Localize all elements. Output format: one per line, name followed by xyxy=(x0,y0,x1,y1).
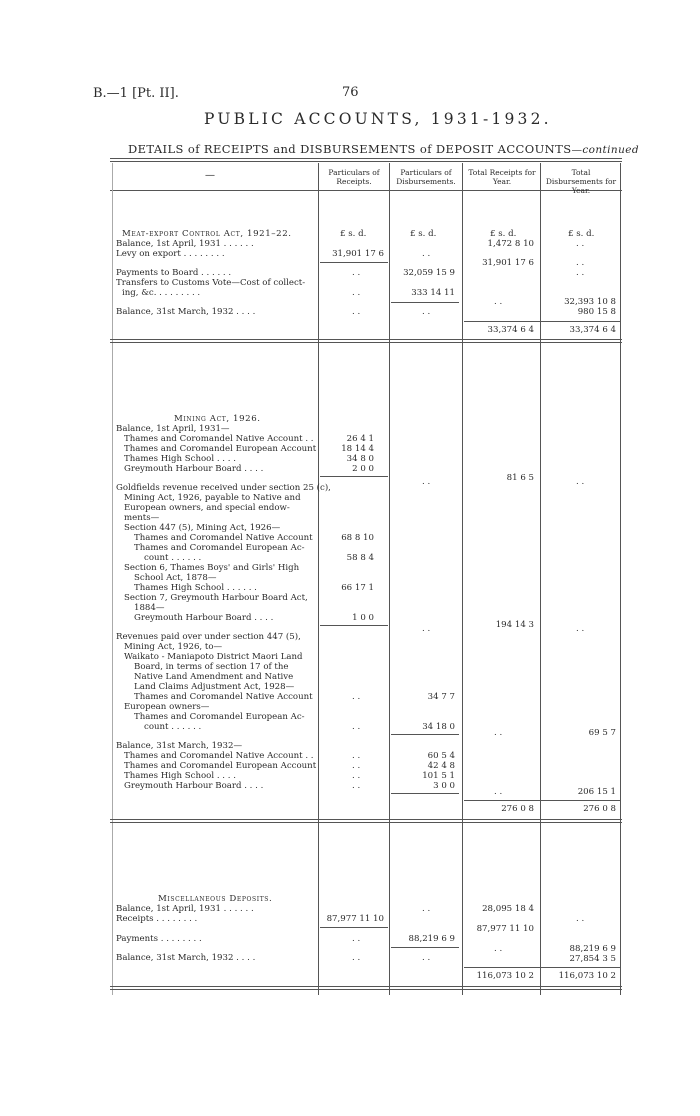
mining-line: Balance, 31st March, 1932— xyxy=(116,741,243,751)
table-bottom-rule xyxy=(110,986,622,990)
meat-totals-rule xyxy=(464,321,620,322)
leader: . . xyxy=(576,268,585,278)
mining-line: European owners, and special endow- xyxy=(124,503,290,513)
page-title: PUBLIC ACCOUNTS, 1931-1932. xyxy=(204,110,552,128)
misc-line: Balance, 31st March, 1932 . . . . xyxy=(116,953,256,963)
mining-total-receipts: 276 0 8 xyxy=(501,804,534,814)
misc-line: Payments . . . . . . . . xyxy=(116,934,202,944)
mining-line: count . . . . . . xyxy=(144,553,202,563)
mining-line: European owners— xyxy=(124,702,210,712)
misc-disb-rule xyxy=(391,947,459,948)
mining-total-disbursements: 276 0 8 xyxy=(583,804,616,814)
misc-total-receipts-balance: 28,095 18 4 xyxy=(482,904,534,914)
meat-total-receipts-balance: 1,472 8 10 xyxy=(487,239,534,249)
misc-total-receipts: 116,073 10 2 xyxy=(476,971,534,981)
mining-rec-goldfields: 58 8 4 xyxy=(346,553,374,563)
meat-disb-rule xyxy=(391,302,459,303)
mining-total-disb-revenues: 69 5 7 xyxy=(588,728,616,738)
leader: . . xyxy=(576,239,585,249)
mining-line: Land Claims Adjustment Act, 1928— xyxy=(134,682,295,692)
page-subtitle xyxy=(128,142,639,156)
mining-line: Thames and Coromandel Native Account xyxy=(134,533,313,543)
leader: . . xyxy=(576,477,585,487)
mining-rec-goldfields: 1 0 0 xyxy=(352,613,374,623)
mining-line: Thames High School . . . . . . xyxy=(134,583,257,593)
misc-totals-rule xyxy=(464,967,620,968)
col-divider-1 xyxy=(318,163,319,995)
leader: . . xyxy=(422,477,431,487)
mining-line: ments— xyxy=(124,513,160,523)
leader: . . xyxy=(422,904,431,914)
mining-rec-balance: 26 4 1 xyxy=(346,434,374,444)
mining-rec-goldfields: 68 8 10 xyxy=(341,533,374,543)
leader: . . xyxy=(352,953,361,963)
leader: . . xyxy=(576,258,585,268)
leader: . . xyxy=(494,297,503,307)
total-disbursements-column-header: Total Disbursements for Year. xyxy=(545,168,617,195)
leader: . . xyxy=(352,761,361,771)
mining-disb-balance: 101 5 1 xyxy=(422,771,455,781)
mining-line: Thames and Coromandel Native Account xyxy=(134,692,313,702)
leader: . . xyxy=(352,268,361,278)
mining-line: Thames and Coromandel Native Account . . xyxy=(124,751,314,761)
total-receipts-currency: £ s. d. xyxy=(490,229,517,239)
description-column-header: — xyxy=(205,170,215,181)
meat-total-disb-payments: 32,393 10 8 xyxy=(564,297,616,307)
mining-rec-rule xyxy=(320,625,388,626)
mining-disb-balance: 42 4 8 xyxy=(427,761,455,771)
mining-line: Greymouth Harbour Board . . . . xyxy=(124,464,264,474)
misc-total-disb-balance: 27,854 3 5 xyxy=(569,954,616,964)
disbursements-currency: £ s. d. xyxy=(410,229,437,239)
misc-receipts: 87,977 11 10 xyxy=(326,914,384,924)
mining-total-receipts-balance: 81 6 5 xyxy=(506,473,534,483)
mining-total-receipts-goldfields: 194 14 3 xyxy=(495,620,534,630)
mining-disb-balance: 3 0 0 xyxy=(433,781,455,791)
mining-disb-balance: 60 5 4 xyxy=(427,751,455,761)
mining-section-end-rule xyxy=(110,819,622,823)
meat-line: Transfers to Customs Vote—Cost of collect- xyxy=(116,278,306,288)
mining-section-heading: Mining Act, 1926. xyxy=(174,414,261,424)
mining-line: Mining Act, 1926, payable to Native and xyxy=(124,493,301,503)
leader: . . xyxy=(352,692,361,702)
meat-disb-payments: 32,059 15 9 xyxy=(403,268,455,278)
leader: . . xyxy=(422,307,431,317)
mining-line: Board, in terms of section 17 of the xyxy=(134,662,289,672)
mining-totals-rule xyxy=(464,800,620,801)
mining-line: Thames and Coromandel European Account xyxy=(124,444,317,454)
meat-total-receipts-levy: 31,901 17 6 xyxy=(482,258,534,268)
leader: . . xyxy=(352,934,361,944)
table-top-rule xyxy=(110,158,622,162)
misc-section-heading: Miscellaneous Deposits. xyxy=(158,894,273,904)
mining-line: Thames High School . . . . xyxy=(124,454,236,464)
leader: . . xyxy=(576,914,585,924)
leader: . . xyxy=(422,624,431,634)
receipts-currency: £ s. d. xyxy=(340,229,367,239)
mining-line: Native Land Amendment and Native xyxy=(134,672,294,682)
leader: . . xyxy=(352,751,361,761)
misc-line: Receipts . . . . . . . . xyxy=(116,914,198,924)
mining-disb-rule xyxy=(391,734,459,735)
mining-line: Goldfields revenue received under section 25 (c), xyxy=(116,483,331,493)
subtitle-text: DETAILS of RECEIPTS and DISBURSEMENTS of DEPOSIT ACCOUNTS xyxy=(128,142,572,156)
mining-line: Thames and Coromandel European Account xyxy=(124,761,317,771)
total-receipts-column-header: Total Receipts for Year. xyxy=(468,168,536,186)
mining-rec-goldfields: 66 17 1 xyxy=(341,583,374,593)
mining-line: Section 6, Thames Boys' and Girls' High xyxy=(124,563,300,573)
misc-total-receipts-receipts: 87,977 11 10 xyxy=(476,924,534,934)
mining-line: Thames High School . . . . xyxy=(124,771,236,781)
disbursements-column-header: Particulars of Disbursements. xyxy=(396,168,456,186)
mining-line: Section 447 (5), Mining Act, 1926— xyxy=(124,523,281,533)
receipts-column-header: Particulars of Receipts. xyxy=(328,168,380,186)
page-number: 76 xyxy=(342,85,359,100)
meat-line: Balance, 31st March, 1932 . . . . xyxy=(116,307,256,317)
leader: . . xyxy=(494,787,503,797)
mining-total-disb-balance: 206 15 1 xyxy=(577,787,616,797)
leader: . . xyxy=(352,307,361,317)
leader: . . xyxy=(422,953,431,963)
leader: . . xyxy=(352,288,361,298)
col-divider-3 xyxy=(462,163,463,995)
subtitle-continued: —continued xyxy=(571,144,639,156)
leader: . . xyxy=(494,944,503,954)
col-divider-left xyxy=(112,163,113,995)
meat-total-disbursements: 33,374 6 4 xyxy=(569,325,616,335)
meat-line: Levy on export . . . . . . . . xyxy=(116,249,225,259)
meat-total-disb-balance: 980 15 8 xyxy=(577,307,616,317)
meat-total-receipts: 33,374 6 4 xyxy=(487,325,534,335)
mining-line: Thames and Coromandel European Ac- xyxy=(134,543,305,553)
misc-total-disb-payments: 88,219 6 9 xyxy=(569,944,616,954)
mining-line: 1884— xyxy=(134,603,165,613)
mining-rec-rule xyxy=(320,476,388,477)
leader: . . xyxy=(576,624,585,634)
col-divider-4 xyxy=(540,163,541,995)
meat-section-end-rule xyxy=(110,339,622,343)
col-divider-right xyxy=(620,163,621,995)
mining-rec-balance: 34 8 0 xyxy=(346,454,374,464)
total-disbursements-currency: £ s. d. xyxy=(568,229,595,239)
leader: . . xyxy=(422,249,431,259)
mining-line: Thames and Coromandel European Ac- xyxy=(134,712,305,722)
mining-rec-balance: 18 14 4 xyxy=(341,444,374,454)
mining-disb-rule xyxy=(391,793,459,794)
meat-receipts-rule xyxy=(320,262,388,263)
misc-disb-payments: 88,219 6 9 xyxy=(408,934,455,944)
meat-disb-transfers: 333 14 11 xyxy=(411,288,455,298)
mining-disb-revenues: 34 7 7 xyxy=(427,692,455,702)
mining-line: Balance, 1st April, 1931— xyxy=(116,424,230,434)
leader: . . xyxy=(352,722,361,732)
mining-line: School Act, 1878— xyxy=(134,573,217,583)
mining-line: Section 7, Greymouth Harbour Board Act, xyxy=(124,593,308,603)
mining-rec-balance: 2 0 0 xyxy=(352,464,374,474)
meat-receipts-levy: 31,901 17 6 xyxy=(332,249,384,259)
misc-line: Balance, 1st April, 1931 . . . . . . xyxy=(116,904,254,914)
mining-line: count . . . . . . xyxy=(144,722,202,732)
meat-line: Payments to Board . . . . . . xyxy=(116,268,232,278)
mining-line: Greymouth Harbour Board . . . . xyxy=(134,613,274,623)
misc-total-disbursements: 116,073 10 2 xyxy=(558,971,616,981)
leader: . . xyxy=(352,771,361,781)
meat-line: Balance, 1st April, 1931 . . . . . . xyxy=(116,239,254,249)
leader: . . xyxy=(352,781,361,791)
mining-line: Waikato - Maniapoto District Maori Land xyxy=(124,652,303,662)
mining-line: Thames and Coromandel Native Account . . xyxy=(124,434,314,444)
mining-line: Greymouth Harbour Board . . . . xyxy=(124,781,264,791)
misc-rec-rule xyxy=(320,927,388,928)
meat-section-heading: Meat-export Control Act, 1921–22. xyxy=(122,229,292,239)
col-divider-2 xyxy=(389,163,390,995)
meat-line: ing, &c. . . . . . . . . xyxy=(122,288,201,298)
mining-disb-revenues: 34 18 0 xyxy=(422,722,455,732)
mining-line: Mining Act, 1926, to— xyxy=(124,642,223,652)
mining-line: Revenues paid over under section 447 (5), xyxy=(116,632,301,642)
leader: . . xyxy=(494,728,503,738)
report-reference: B.—1 [Pt. II]. xyxy=(93,86,179,101)
